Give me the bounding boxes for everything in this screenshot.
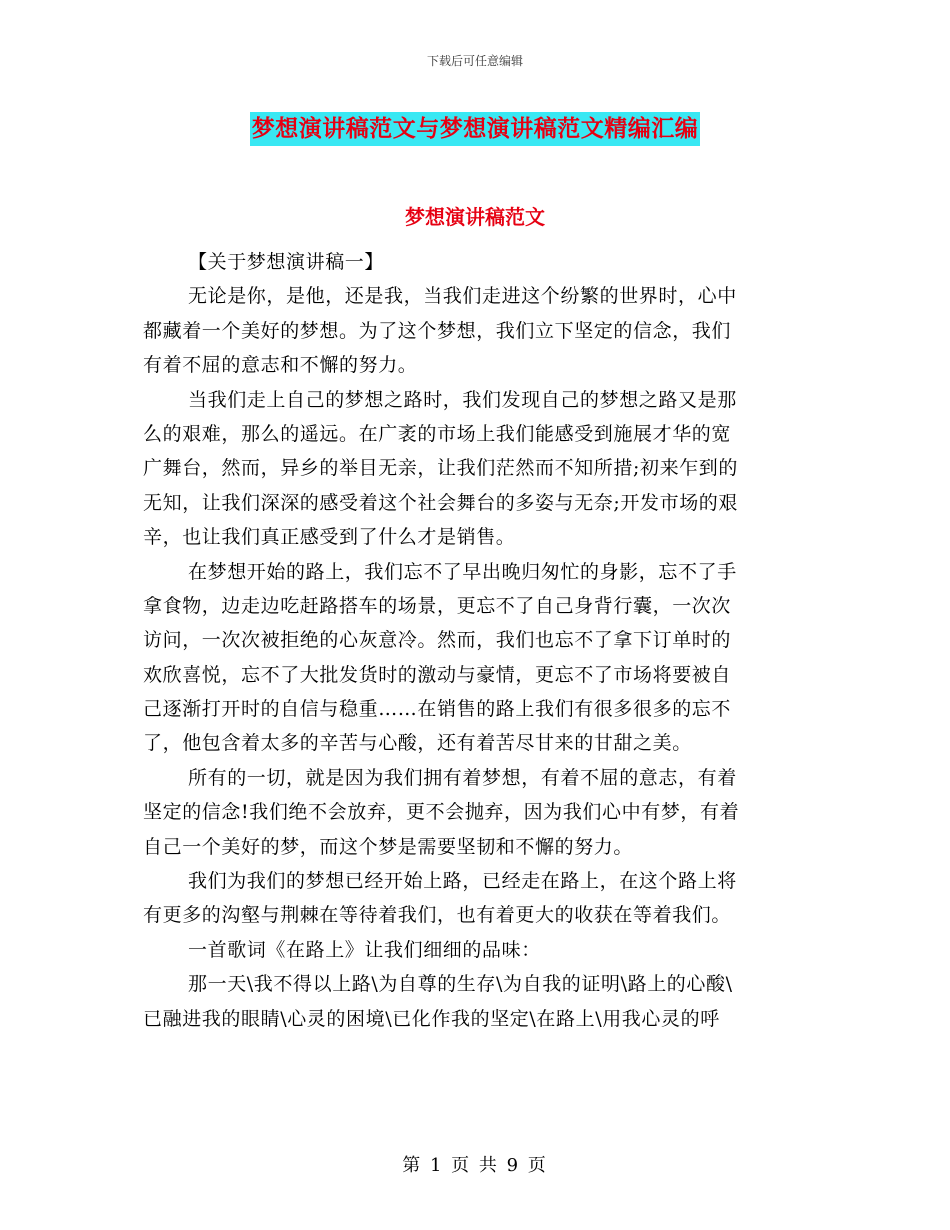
- paragraph-line: 所有的一切，就是因为我们拥有着梦想，有着不屈的意志，有着: [188, 766, 737, 789]
- paragraph-line: 【关于梦想演讲稿一】: [188, 251, 385, 273]
- paragraph-line: 自己一个美好的梦，而这个梦是需要坚韧和不懈的努力。: [143, 835, 634, 858]
- paragraph-line: 拿食物，边走边吃赶路搭车的场景，更忘不了自己身背行囊，一次次: [143, 594, 732, 617]
- paragraph-line: 己逐渐打开时的自信与稳重……在销售的路上我们有很多很多的忘不: [143, 698, 732, 721]
- paragraph-line: 访问，一次次被拒绝的心灰意冷。然而，我们也忘不了拿下订单时的: [143, 629, 732, 652]
- paragraph-line: 无论是你，是他，还是我，当我们走进这个纷繁的世界时，心中: [188, 285, 737, 308]
- paragraph-line: 辛，也让我们真正感受到了什么才是销售。: [143, 526, 516, 549]
- page-footer-number: 第 1 页 共 9 页: [402, 1155, 548, 1176]
- paragraph-line: 那一天\我不得以上路\为自尊的生存\为自我的证明\路上的心酸\: [188, 973, 733, 996]
- document-title-text: 梦想演讲稿范文与梦想演讲稿范文精编汇编: [250, 112, 701, 146]
- paragraph-line: 广舞台，然而，异乡的举目无亲，让我们茫然而不知所措;初来乍到的: [143, 457, 739, 480]
- paragraph-line: 我们为我们的梦想已经开始上路，已经走在路上，在这个路上将: [188, 870, 737, 893]
- paragraph-line: 已融进我的眼睛\心灵的困境\已化作我的坚定\在路上\用我心灵的呼: [143, 1007, 720, 1030]
- paragraph-line: 当我们走上自己的梦想之路时，我们发现自己的梦想之路又是那: [188, 388, 737, 411]
- page-header-note: 下载后可任意编辑: [426, 54, 523, 68]
- paragraph-line: 在梦想开始的路上，我们忘不了早出晚归匆忙的身影，忘不了手: [188, 560, 737, 583]
- document-title: [0, 112, 950, 148]
- paragraph-line: 有更多的沟壑与荆棘在等待着我们，也有着更大的收获在等着我们。: [143, 904, 732, 927]
- paragraph-line: 都藏着一个美好的梦想。为了这个梦想，我们立下坚定的信念，我们: [143, 319, 732, 342]
- paragraph-line: 坚定的信念!我们绝不会放弃，更不会抛弃，因为我们心中有梦，有着: [143, 801, 740, 824]
- document-body: [143, 245, 803, 1036]
- paragraph-line: 无知，让我们深深的感受着这个社会舞台的多姿与无奈;开发市场的艰: [143, 491, 739, 514]
- section-title: 梦想演讲稿范文: [405, 205, 545, 229]
- paragraph-line: 么的艰难，那么的遥远。在广袤的市场上我们能感受到施展才华的宽: [143, 422, 732, 445]
- paragraph-line: 欢欣喜悦，忘不了大批发货时的激动与豪情，更忘不了市场将要被自: [143, 663, 732, 686]
- paragraph-line: 一首歌词《在路上》让我们细细的品味：: [188, 938, 541, 961]
- paragraph-line: 有着不屈的意志和不懈的努力。: [143, 354, 418, 377]
- paragraph-line: 了，他包含着太多的辛苦与心酸，还有着苦尽甘来的甘甜之美。: [143, 732, 692, 755]
